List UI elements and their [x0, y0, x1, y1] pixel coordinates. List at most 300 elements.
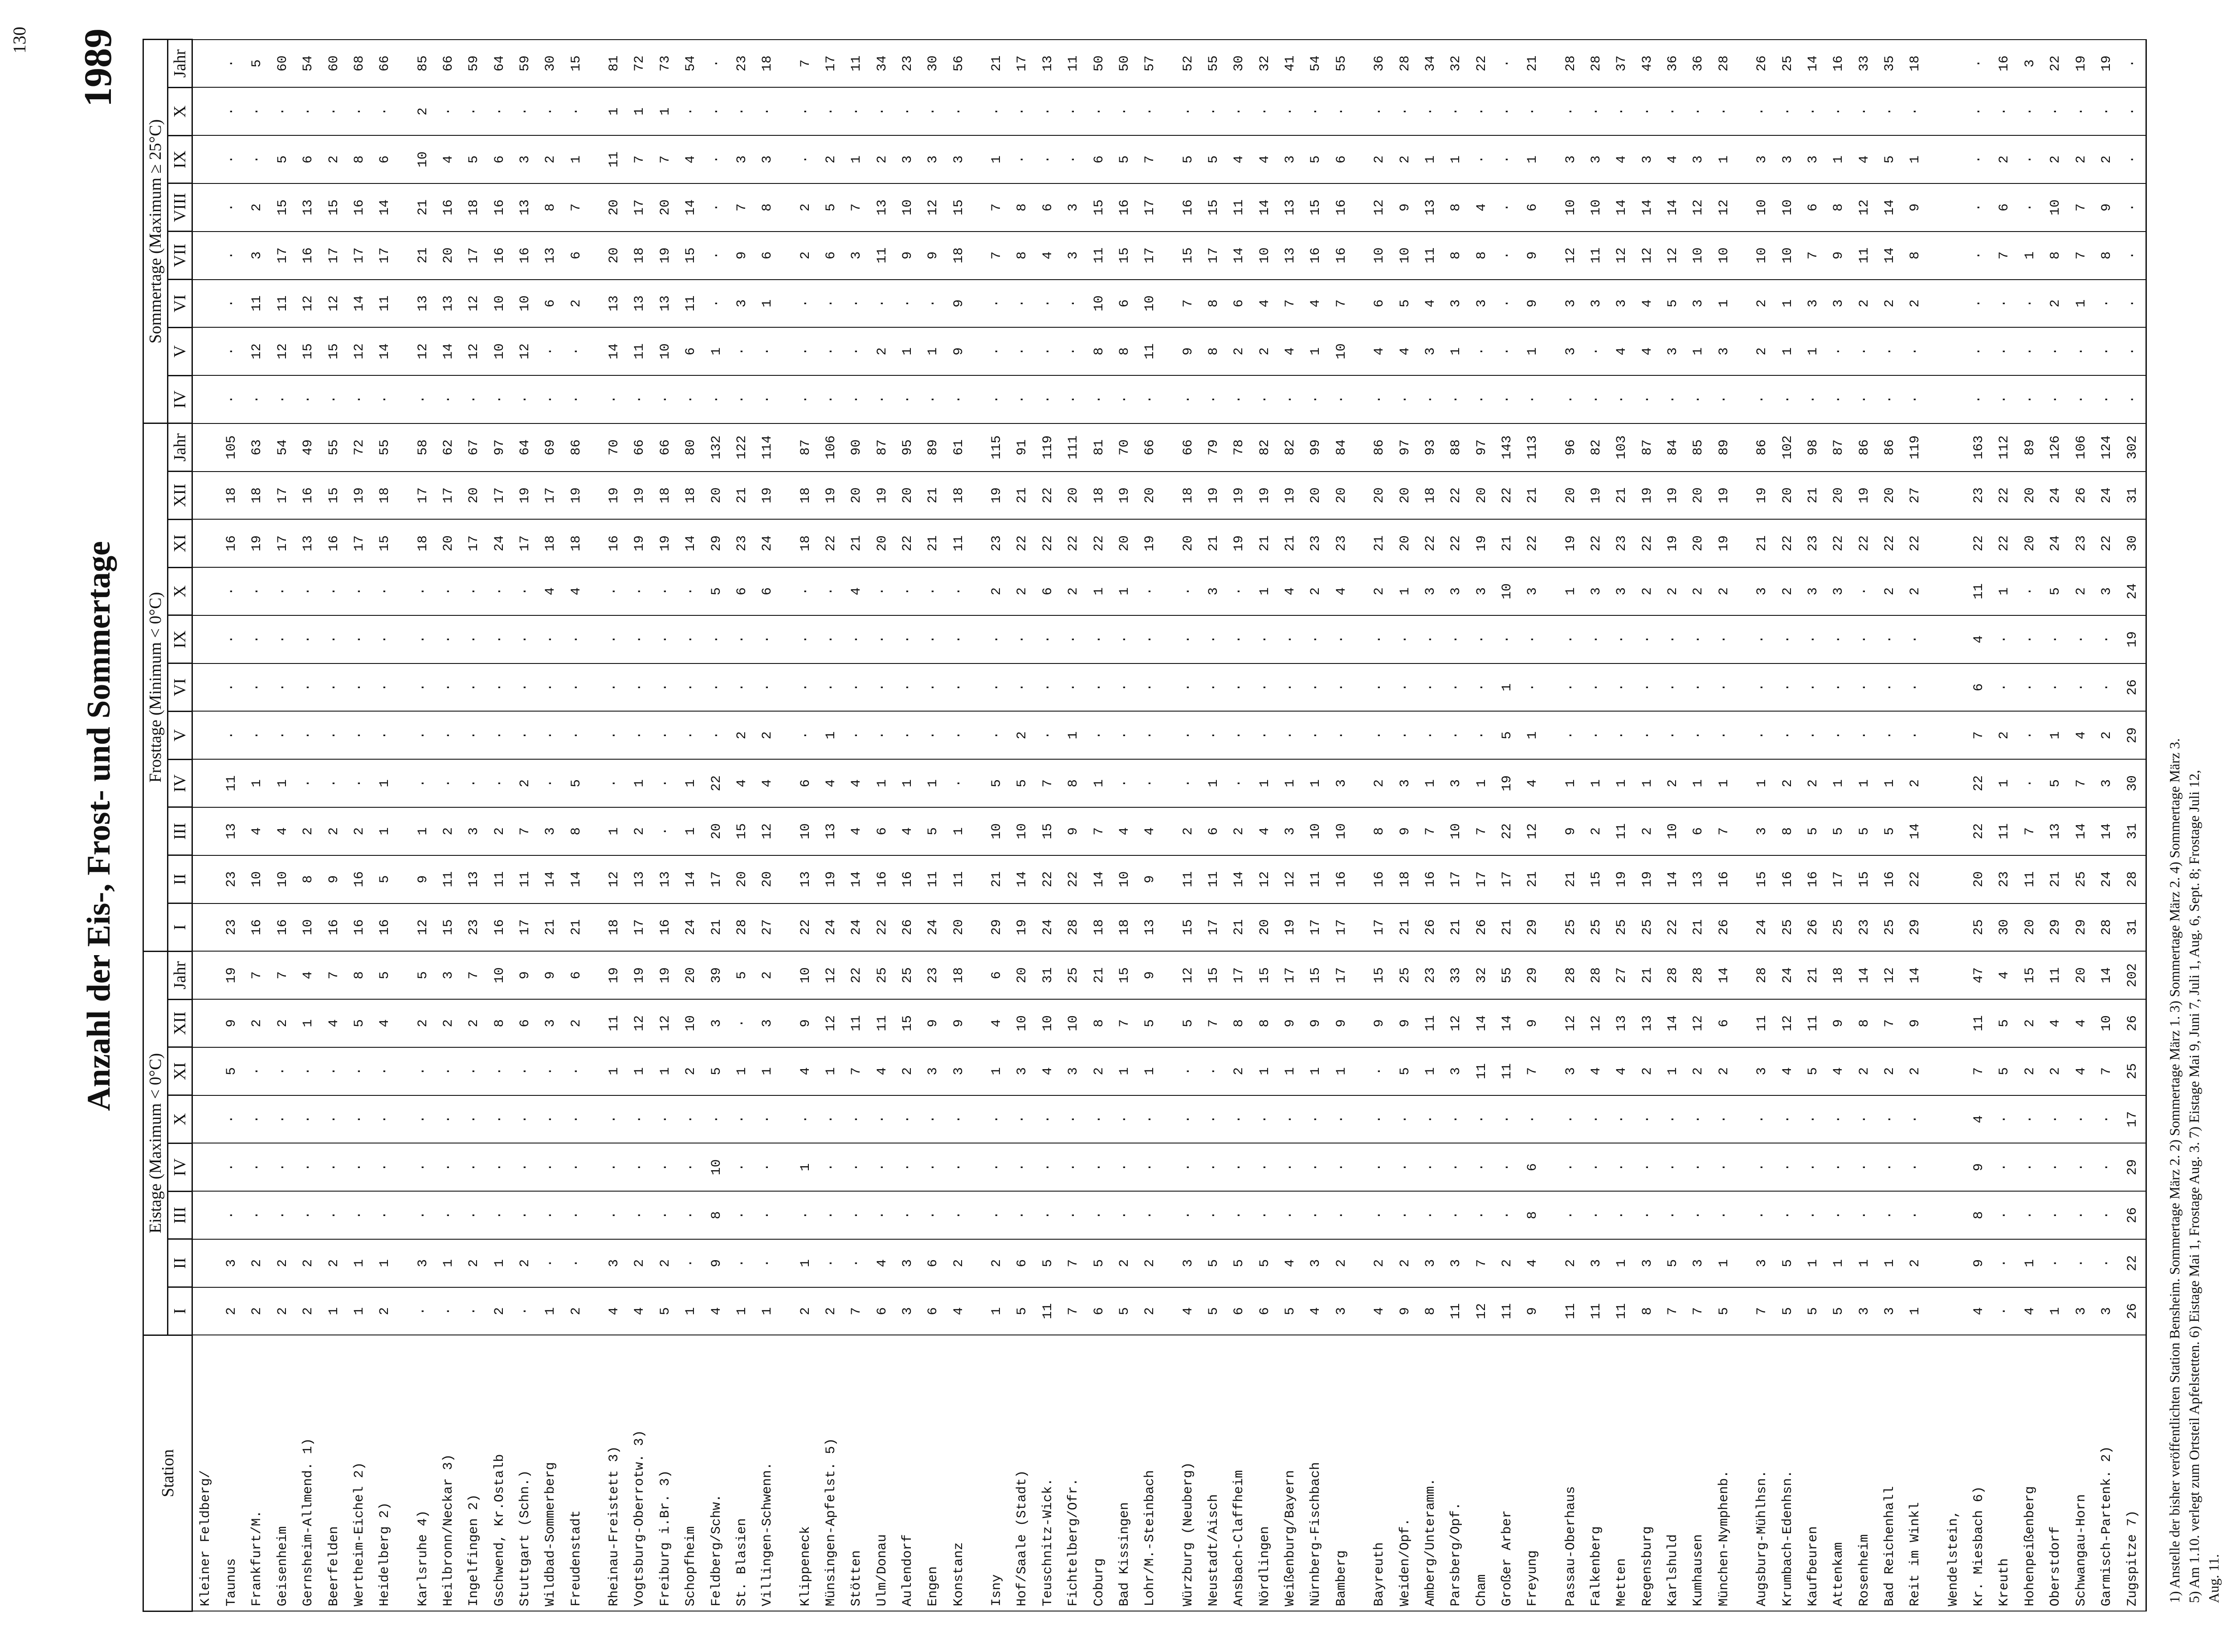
value-cell: 20 [1686, 519, 1711, 567]
station-name-cell: Engen [921, 1335, 946, 1611]
value-cell: 4 [869, 1239, 895, 1287]
value-cell [1941, 855, 1966, 903]
value-cell: 4 [1775, 1047, 1800, 1095]
value-cell: 24 [1775, 951, 1800, 999]
station-name-cell: Geisenheim [270, 1335, 295, 1611]
value-cell: 60 [270, 40, 295, 88]
value-cell: 1 [2043, 711, 2068, 759]
table-row [2094, 40, 2119, 1611]
value-cell: · [461, 663, 487, 712]
value-cell: · [1035, 1143, 1060, 1191]
spacer-cell [971, 807, 984, 855]
value-cell: 20 [678, 951, 704, 999]
table-row [1711, 40, 1737, 1611]
spacer-cell [780, 423, 793, 472]
value-cell: 54 [1303, 40, 1329, 88]
value-cell: · [295, 711, 321, 759]
value-cell: · [1520, 615, 1546, 663]
value-cell: 4 [1303, 280, 1329, 328]
value-cell: · [1583, 615, 1609, 663]
value-cell: 22 [2094, 519, 2119, 567]
value-cell: · [2068, 375, 2094, 423]
value-cell: 5 [1877, 135, 1902, 183]
value-cell: · [1635, 1095, 1660, 1143]
value-cell: 4 [295, 951, 321, 999]
value-cell: 12 [245, 327, 270, 375]
value-cell: 9 [1138, 951, 1163, 999]
value-cell: 2 [1686, 1047, 1711, 1095]
value-cell: 8 [1112, 327, 1137, 375]
value-cell: 21 [1392, 903, 1418, 952]
spacer-cell [398, 567, 410, 615]
value-cell: 22 [1418, 519, 1443, 567]
value-cell: 10 [295, 903, 321, 952]
spacer-cell [1163, 1191, 1175, 1239]
value-cell: · [2017, 135, 2043, 183]
value-cell: · [1826, 1191, 1852, 1239]
value-cell: 1 [1877, 1239, 1902, 1287]
value-cell: · [818, 1143, 844, 1191]
value-cell: 52 [1175, 40, 1201, 88]
value-cell: 2 [946, 1239, 971, 1287]
value-cell: 29 [2068, 903, 2094, 952]
value-cell: · [1277, 1143, 1303, 1191]
spacer-cell [398, 807, 410, 855]
value-cell: · [653, 1095, 678, 1143]
station-name-cell: Freiburg i.Br. 3) [653, 1335, 678, 1611]
value-cell: · [1775, 1095, 1800, 1143]
value-cell: 20 [2017, 903, 2043, 952]
value-cell: 3 [755, 999, 780, 1047]
value-cell: 86 [1750, 423, 1775, 472]
value-cell: · [2017, 1191, 2043, 1239]
station-name-cell: Ulm/Donau [869, 1335, 895, 1611]
value-cell: 28 [1750, 951, 1775, 999]
value-cell: · [1303, 1143, 1329, 1191]
value-cell: 22 [1966, 519, 1991, 567]
value-cell: 11 [487, 855, 512, 903]
value-cell: 1 [270, 759, 295, 807]
value-cell: · [869, 375, 895, 423]
value-cell: 1 [1494, 663, 1520, 712]
value-cell: · [347, 1143, 372, 1191]
value-cell: · [461, 759, 487, 807]
value-cell: 6 [563, 232, 589, 280]
spacer-cell [1928, 40, 1941, 88]
value-cell: 21 [1010, 472, 1035, 520]
value-cell: 2 [627, 807, 653, 855]
value-cell: · [1444, 663, 1469, 712]
month-header-frosttage: XII [168, 472, 192, 520]
value-cell: · [1112, 1191, 1137, 1239]
value-cell: 23 [984, 519, 1009, 567]
value-cell: · [2094, 280, 2119, 328]
value-cell: 20 [1775, 472, 1800, 520]
value-cell: 9 [946, 327, 971, 375]
value-cell: · [347, 663, 372, 712]
value-cell: · [678, 375, 704, 423]
value-cell: · [1992, 375, 2017, 423]
value-cell: 3 [755, 135, 780, 183]
value-cell: 20 [1061, 472, 1086, 520]
value-cell: · [678, 567, 704, 615]
value-cell: 3 [1583, 567, 1609, 615]
value-cell: 72 [347, 423, 372, 472]
value-cell: 4 [1966, 1095, 1991, 1143]
value-cell: · [1686, 711, 1711, 759]
month-header-sommertage: IV [168, 375, 192, 423]
value-cell: · [372, 1143, 398, 1191]
value-cell: 15 [946, 183, 971, 232]
footnote-line: Aug. 11. [2206, 1554, 2222, 1603]
station-name-cell: Kleiner Feldberg/ [192, 1335, 219, 1611]
value-cell: 102 [1775, 423, 1800, 472]
value-cell: 2 [270, 999, 295, 1047]
value-cell: 1 [793, 1239, 818, 1287]
value-cell: 11 [1494, 1047, 1520, 1095]
value-cell: · [1583, 711, 1609, 759]
station-name-cell: Wildbad-Sommerberg [538, 1335, 563, 1611]
value-cell: 8 [1010, 183, 1035, 232]
value-cell: 7 [1469, 807, 1494, 855]
station-name-cell: Hohenpeißenberg [2017, 1335, 2043, 1611]
value-cell: 3 [1277, 807, 1303, 855]
station-name-cell: Wendelstein, [1941, 1335, 1966, 1611]
value-cell: 28 [1392, 40, 1418, 88]
value-cell: 22 [704, 759, 729, 807]
value-cell: 11 [2017, 855, 2043, 903]
value-cell: 1 [563, 135, 589, 183]
value-cell: 7 [1035, 759, 1060, 807]
value-cell: · [538, 327, 563, 375]
value-cell: 9 [321, 855, 347, 903]
spacer-cell [1546, 807, 1558, 855]
value-cell: · [1494, 135, 1520, 183]
value-cell: · [729, 375, 755, 423]
value-cell: 17 [461, 519, 487, 567]
value-cell: 24 [2043, 519, 2068, 567]
value-cell: 8 [1201, 327, 1226, 375]
value-cell: 9 [1303, 999, 1329, 1047]
value-cell: 10 [1329, 327, 1354, 375]
month-header-frosttage: VI [168, 663, 192, 712]
value-cell: 3 [1609, 280, 1635, 328]
group-spacer [398, 40, 410, 1611]
value-cell: 1 [1444, 327, 1469, 375]
spacer-cell [398, 999, 410, 1047]
value-cell: · [793, 1191, 818, 1239]
value-cell: · [678, 615, 704, 663]
value-cell: 29 [984, 903, 1009, 952]
value-cell: 2 [729, 711, 755, 759]
value-cell: · [844, 87, 869, 135]
value-cell: · [793, 280, 818, 328]
group-spacer [589, 40, 601, 1611]
value-cell: · [1660, 711, 1685, 759]
value-cell: 11 [1966, 999, 1991, 1047]
value-cell: 17 [1201, 232, 1226, 280]
value-cell: 5 [704, 1047, 729, 1095]
value-cell: 8 [538, 183, 563, 232]
value-cell: 10 [245, 855, 270, 903]
value-cell: · [270, 711, 295, 759]
value-cell: 9 [512, 951, 538, 999]
spacer-cell [1928, 1191, 1941, 1239]
value-cell: 19 [563, 472, 589, 520]
value-cell: 8 [1418, 1287, 1443, 1335]
value-cell: 1 [1852, 759, 1877, 807]
value-cell: · [601, 1095, 627, 1143]
value-cell: 4 [372, 999, 398, 1047]
value-cell: · [1992, 615, 2017, 663]
value-cell: 2 [1227, 1047, 1252, 1095]
value-cell: 23 [2068, 519, 2094, 567]
value-cell: 25 [1583, 903, 1609, 952]
value-cell: 2 [1800, 759, 1826, 807]
value-cell: · [1392, 87, 1418, 135]
value-cell: 97 [1469, 423, 1494, 472]
value-cell: 8 [295, 855, 321, 903]
spacer-cell [780, 519, 793, 567]
value-cell: · [538, 1095, 563, 1143]
value-cell: 99 [1303, 423, 1329, 472]
month-header-sommertage: IX [168, 135, 192, 183]
spacer-cell [780, 232, 793, 280]
value-cell: 20 [1469, 472, 1494, 520]
value-cell: · [869, 280, 895, 328]
value-cell: 14 [1660, 183, 1685, 232]
value-cell: · [1775, 663, 1800, 712]
value-cell: 1 [487, 1239, 512, 1287]
value-cell: 6 [1686, 807, 1711, 855]
table-row [1329, 40, 1354, 1611]
value-cell: 10 [1444, 807, 1469, 855]
spacer-cell [1928, 1143, 1941, 1191]
value-cell: 2 [512, 1239, 538, 1287]
value-cell: 11 [1583, 232, 1609, 280]
value-cell: 5 [1775, 1239, 1800, 1287]
value-cell: 7 [2068, 232, 2094, 280]
value-cell: 11 [512, 855, 538, 903]
value-cell: 19 [601, 472, 627, 520]
spacer-cell [1737, 183, 1750, 232]
value-cell [192, 232, 219, 280]
value-cell: · [270, 87, 295, 135]
value-cell: · [563, 711, 589, 759]
value-cell: 6 [984, 951, 1009, 999]
footnote-line: 1) Anstelle der bisher veröffentlichten Station Bensheim. Sommertage März 2. 2) Sommertage März 1. 3) Sommertage März 2. 4) Sommertage März 3. [2166, 738, 2182, 1603]
value-cell: 12 [270, 327, 295, 375]
value-cell: 8 [1061, 759, 1086, 807]
spacer-cell [780, 759, 793, 807]
value-cell: · [538, 615, 563, 663]
value-cell: · [869, 87, 895, 135]
value-cell: 9 [921, 232, 946, 280]
value-cell: 17 [818, 40, 844, 88]
value-cell: 81 [1086, 423, 1112, 472]
value-cell: 21 [984, 855, 1009, 903]
value-cell: 70 [1112, 423, 1137, 472]
month-header-sommertage: VIII [168, 183, 192, 232]
value-cell: · [1635, 1191, 1660, 1239]
spacer-cell [1546, 519, 1558, 567]
value-cell: · [1800, 375, 1826, 423]
value-cell: 7 [844, 183, 869, 232]
value-cell: · [347, 759, 372, 807]
value-cell: 15 [436, 903, 461, 952]
value-cell: · [1112, 615, 1137, 663]
value-cell: · [895, 1191, 920, 1239]
value-cell: 23 [1966, 472, 1991, 520]
value-cell: 8 [1903, 232, 1928, 280]
station-name-cell: Weiden/Opf. [1392, 1335, 1418, 1611]
value-cell: 2 [1010, 567, 1035, 615]
value-cell: 6 [1227, 1287, 1252, 1335]
value-cell: 27 [1903, 472, 1928, 520]
value-cell: · [1035, 1095, 1060, 1143]
table-row [1750, 40, 1775, 1611]
value-cell: · [2094, 1095, 2119, 1143]
value-cell: 3 [1635, 1239, 1660, 1287]
value-cell: 3 [729, 280, 755, 328]
value-cell [1941, 951, 1966, 999]
value-cell: 15 [1175, 903, 1201, 952]
value-cell: · [729, 1095, 755, 1143]
value-cell: 16 [270, 903, 295, 952]
value-cell: 202 [2120, 951, 2146, 999]
value-cell: · [372, 87, 398, 135]
value-cell: 10 [410, 135, 436, 183]
table-row [512, 40, 538, 1611]
value-cell: 17 [627, 183, 653, 232]
spacer-cell [398, 1191, 410, 1239]
value-cell: · [321, 1047, 347, 1095]
value-cell: · [1686, 375, 1711, 423]
value-cell: 5 [1201, 135, 1226, 183]
value-cell: 11 [1175, 855, 1201, 903]
value-cell: 18 [1086, 903, 1112, 952]
value-cell: 3 [1558, 327, 1583, 375]
value-cell: · [2068, 1191, 2094, 1239]
month-header-frosttage: I [168, 903, 192, 952]
value-cell: 12 [755, 807, 780, 855]
value-cell: · [1558, 1191, 1583, 1239]
value-cell: 12 [1583, 999, 1609, 1047]
spacer-cell [1163, 807, 1175, 855]
value-cell: 17 [538, 472, 563, 520]
value-cell [1941, 615, 1966, 663]
value-cell: 80 [678, 423, 704, 472]
value-cell: 24 [755, 519, 780, 567]
spacer-cell [1737, 903, 1750, 952]
value-cell: · [1635, 87, 1660, 135]
value-cell: · [627, 1191, 653, 1239]
value-cell: · [818, 567, 844, 615]
value-cell: 1 [1686, 759, 1711, 807]
spacer-cell [1737, 472, 1750, 520]
value-cell: 24 [2094, 855, 2119, 903]
month-header-frosttage: X [168, 567, 192, 615]
value-cell: 4 [844, 759, 869, 807]
value-cell: 21 [1366, 519, 1392, 567]
table-row [1583, 40, 1609, 1611]
value-cell: 5 [1800, 1287, 1826, 1335]
spacer-cell [1737, 327, 1750, 375]
value-cell: 14 [1877, 232, 1902, 280]
value-cell: 9 [2094, 183, 2119, 232]
value-cell: · [410, 567, 436, 615]
value-cell: · [436, 1287, 461, 1335]
value-cell: 10 [1711, 232, 1737, 280]
value-cell: 5 [1992, 1047, 2017, 1095]
spacer-cell [1737, 615, 1750, 663]
value-cell: · [1800, 1143, 1826, 1191]
station-name-cell: Nürnberg-Fischbach [1303, 1335, 1329, 1611]
value-cell: 8 [1086, 999, 1112, 1047]
value-cell: · [601, 759, 627, 807]
month-header-frosttage: IV [168, 759, 192, 807]
value-cell: · [729, 615, 755, 663]
value-cell: 23 [1418, 951, 1443, 999]
value-cell: 2 [627, 1239, 653, 1287]
spacer-cell [971, 40, 984, 88]
spacer-cell [780, 711, 793, 759]
value-cell: 20 [1252, 903, 1277, 952]
value-cell: 5 [1660, 280, 1685, 328]
frosttage-header: Frosttage (Minimum < 0°C) [143, 423, 168, 951]
value-cell: 4 [1277, 327, 1303, 375]
value-cell: 6 [869, 1287, 895, 1335]
value-cell: 12 [921, 183, 946, 232]
month-header-eistage: Jahr [168, 951, 192, 999]
value-cell: 5 [372, 855, 398, 903]
value-cell: 20 [1303, 472, 1329, 520]
spacer-cell [1354, 183, 1366, 232]
value-cell: 2 [1903, 567, 1928, 615]
value-cell: · [1558, 1143, 1583, 1191]
value-cell: · [1227, 567, 1252, 615]
value-cell: 16 [295, 232, 321, 280]
value-cell: · [653, 1143, 678, 1191]
value-cell: · [563, 375, 589, 423]
value-cell: 33 [1444, 951, 1469, 999]
value-cell: 1 [678, 807, 704, 855]
value-cell: · [1966, 327, 1991, 375]
value-cell: 2 [2043, 135, 2068, 183]
value-cell: · [1303, 375, 1329, 423]
value-cell: 85 [410, 40, 436, 88]
value-cell: · [704, 183, 729, 232]
value-cell: 1 [1877, 759, 1902, 807]
spacer-cell [1163, 711, 1175, 759]
value-cell: · [563, 663, 589, 712]
value-cell: · [1392, 1143, 1418, 1191]
value-cell: 6 [1227, 280, 1252, 328]
value-cell: 8 [1366, 807, 1392, 855]
value-cell: 16 [1826, 40, 1852, 88]
value-cell: 14 [1469, 999, 1494, 1047]
value-cell: 163 [1966, 423, 1991, 472]
value-cell: · [653, 375, 678, 423]
value-cell: 6 [1329, 135, 1354, 183]
value-cell: 1 [1086, 567, 1112, 615]
value-cell: 69 [538, 423, 563, 472]
value-cell: 4 [984, 999, 1009, 1047]
value-cell: · [295, 87, 321, 135]
value-cell: 21 [1520, 472, 1546, 520]
value-cell: 4 [1418, 280, 1443, 328]
value-cell: · [1635, 375, 1660, 423]
